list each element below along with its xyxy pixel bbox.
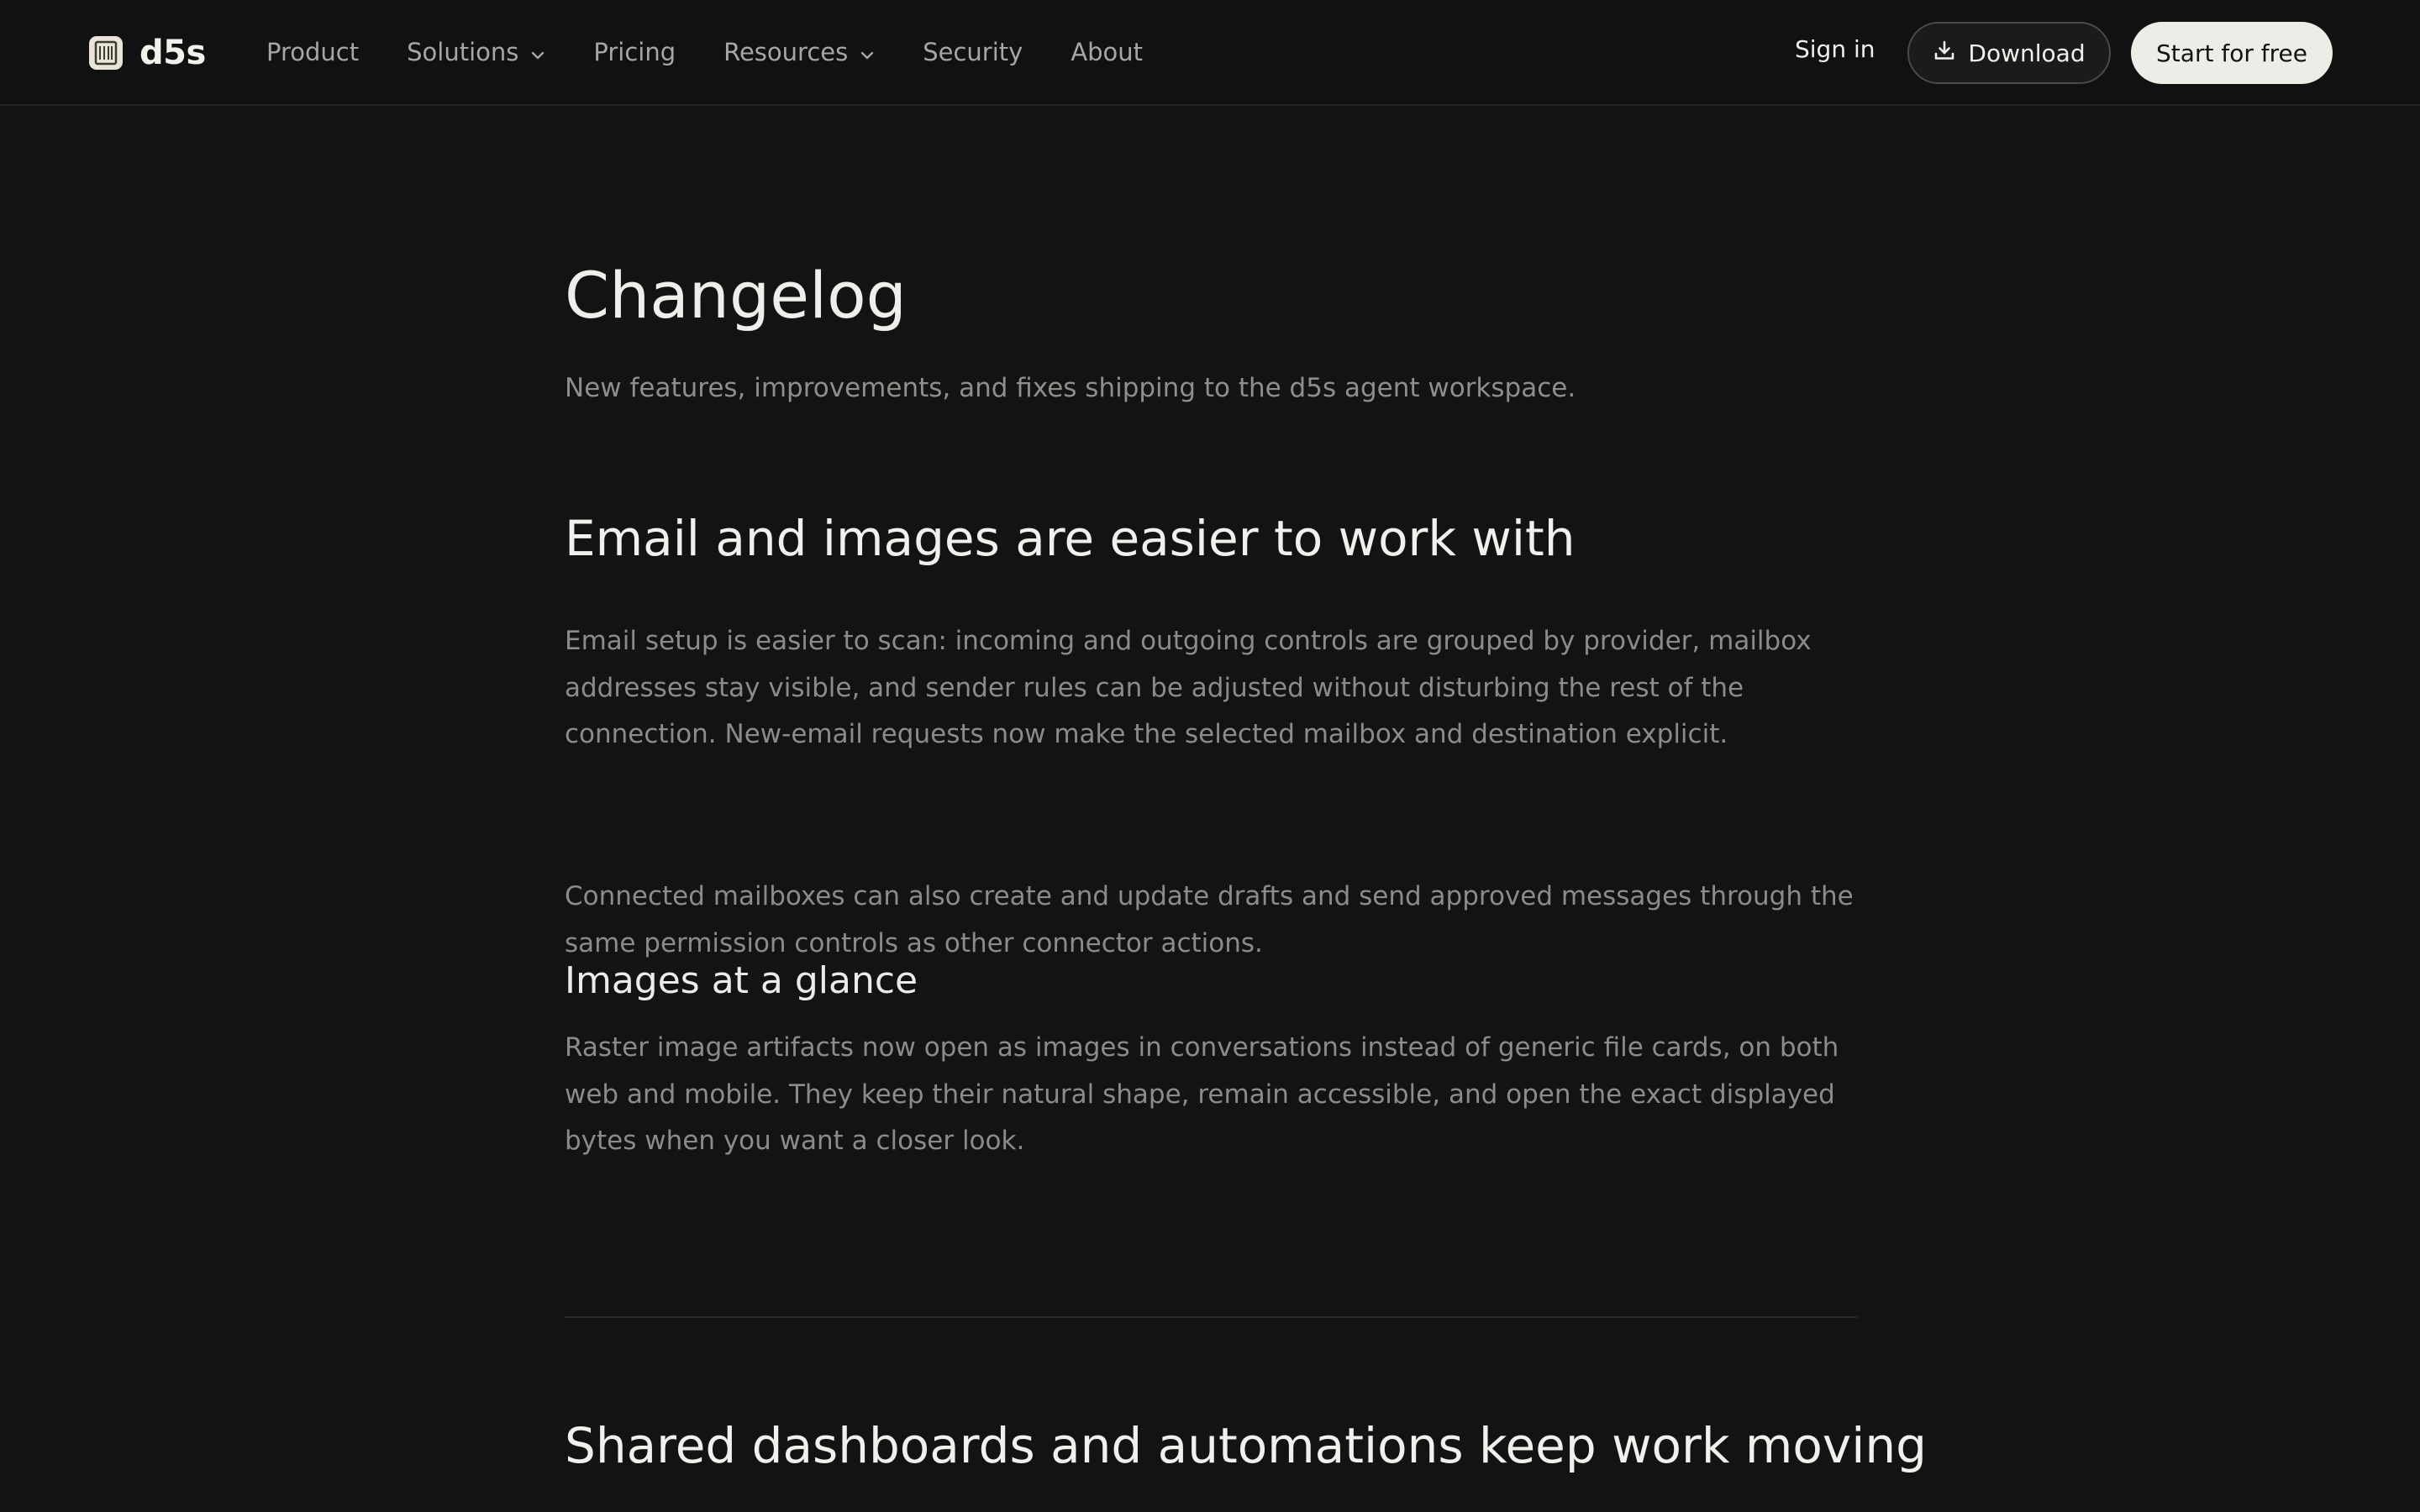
chevron-down-icon (530, 38, 545, 66)
nav-item-pricing[interactable] (593, 38, 676, 66)
top-navigation (0, 0, 2420, 106)
page-title: Changelog (565, 258, 907, 333)
entry-paragraph: Email setup is easier to scan: incoming and outgoing controls are grouped by provider, mailbox addresses stay visible, and sender rules can be adjusted without disturbing the rest of the connection. New-email requests now make the selected mailbox and destination explicit. (565, 626, 1812, 749)
download-icon (1933, 39, 1956, 68)
nav-item-label: About (1071, 38, 1144, 66)
nav-item-security[interactable] (923, 38, 1023, 66)
sign-in-link[interactable]: Sign in (1795, 35, 1876, 63)
entry-paragraph: Connected mailboxes can also create and update drafts and send approved messages through the same permission controls as other connector actions. (565, 881, 1854, 958)
brand-link[interactable] (89, 34, 206, 72)
nav-item-label: Product (266, 38, 360, 66)
download-button[interactable] (1907, 22, 2111, 84)
entry-heading: Email and images are easier to work with (565, 510, 1576, 567)
nav-item-solutions[interactable] (407, 38, 545, 66)
start-for-free-button[interactable]: Start for free (2131, 22, 2333, 84)
nav-item-about[interactable] (1071, 38, 1143, 66)
page-subtitle: New features, improvements, and fixes shipping to the d5s agent workspace. (565, 373, 1576, 403)
subsection-paragraph: Raster image artifacts now open as images in conversations instead of generic file cards, on both web and mobile. They keep their natural shape, remain accessible, and open the exact displayed bytes when you want a closer look. (565, 1032, 1839, 1156)
book-logo-icon (89, 36, 123, 70)
subsection-heading: Images at a glance (565, 959, 918, 1002)
download-button-label: Download (1968, 39, 2086, 67)
entry-heading: Shared dashboards and automations keep work moving (565, 1417, 1927, 1474)
nav-item-resources[interactable] (723, 38, 875, 66)
section-divider (565, 1316, 1857, 1318)
nav-item-product[interactable] (266, 38, 359, 66)
nav-item-label: Resources (723, 38, 849, 66)
chevron-down-icon (860, 38, 875, 66)
brand-name: d5s (139, 34, 206, 72)
nav-item-label: Pricing (593, 38, 676, 66)
nav-item-label: Security (923, 38, 1023, 66)
nav-item-label: Solutions (407, 38, 519, 66)
main-nav (266, 30, 1143, 74)
